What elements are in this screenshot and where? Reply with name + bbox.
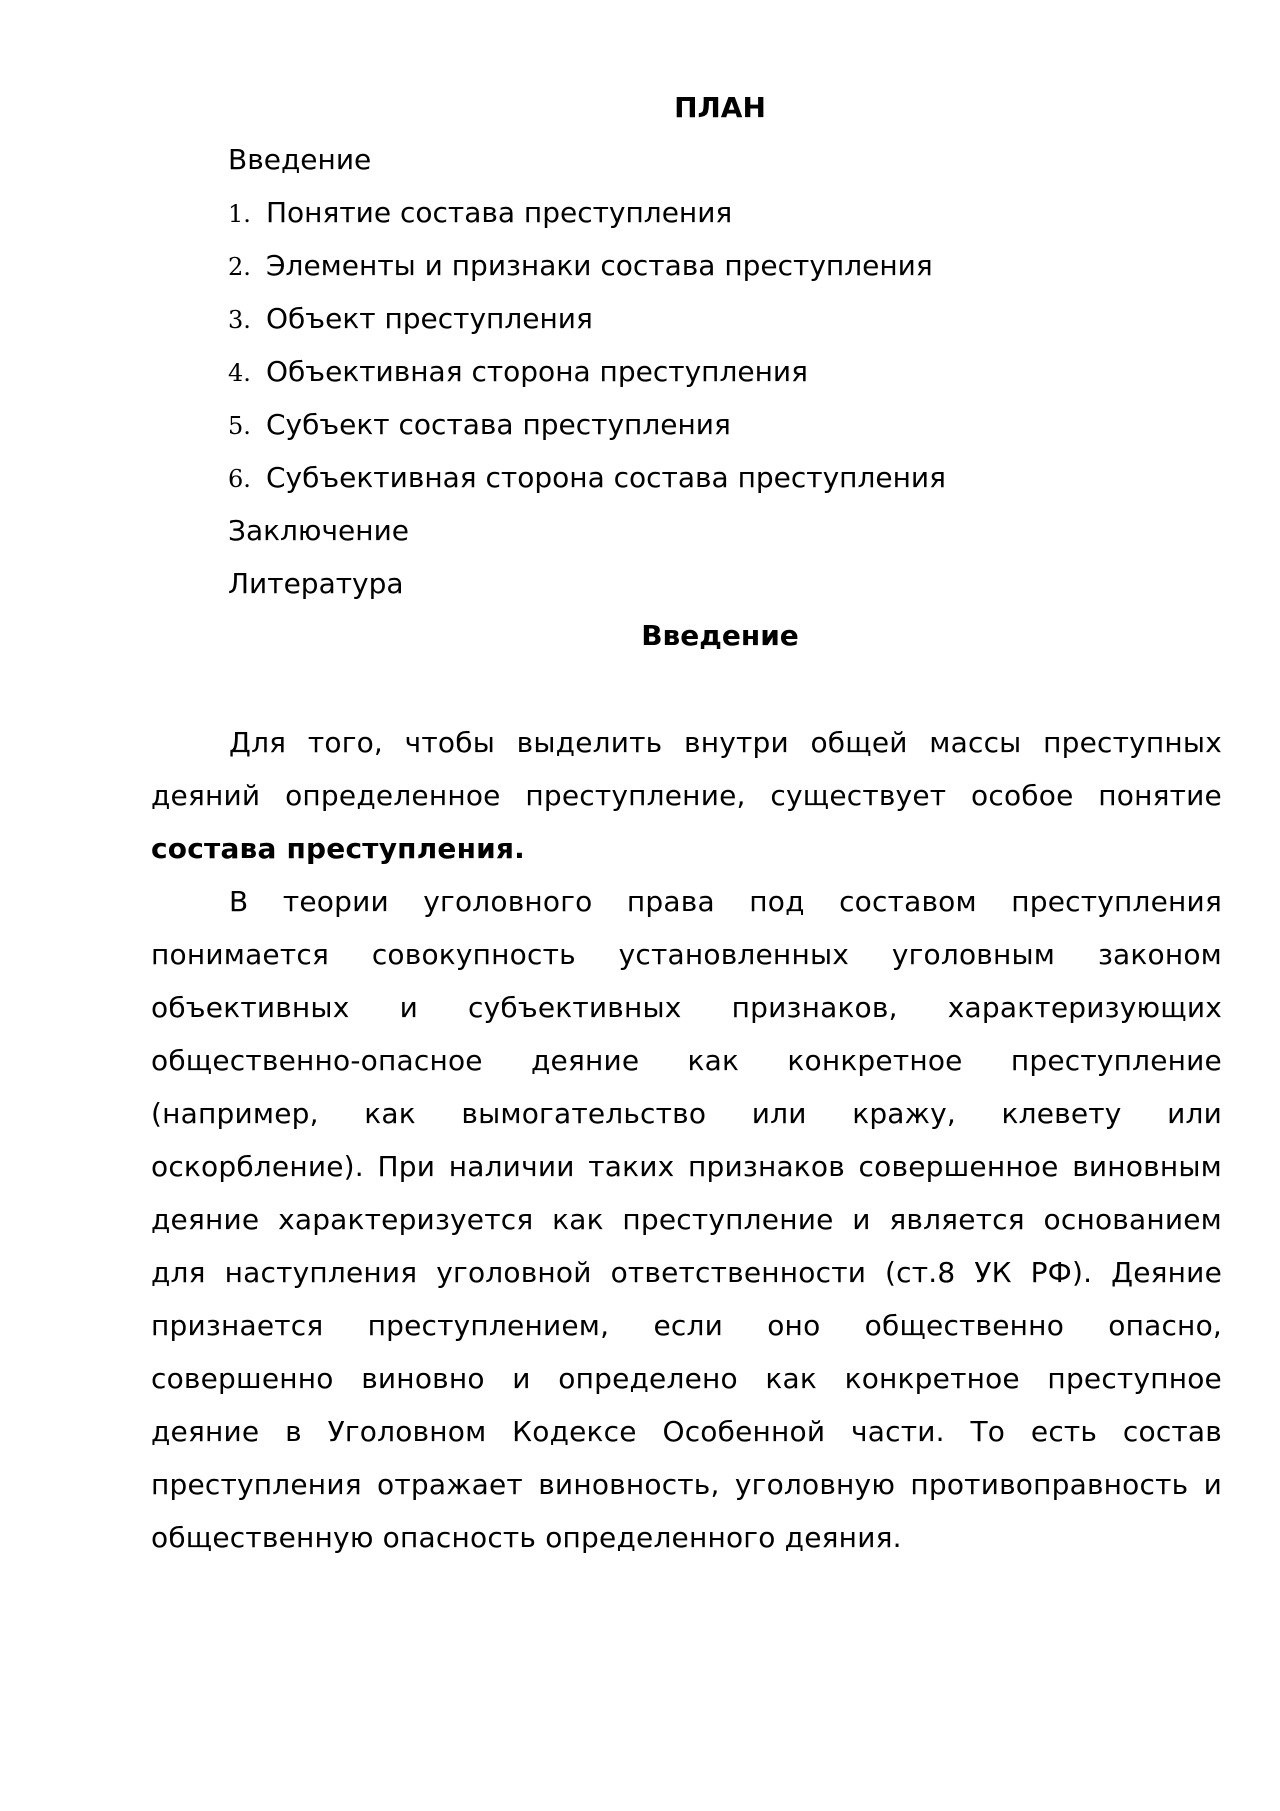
plan-item-label: Понятие состава преступления [266, 196, 733, 229]
intro-paragraph-1-text: Для того, чтобы выделить внутри общей массы преступных деяний определенное преступление, существует особое понятие [151, 726, 1222, 812]
plan-item-number: 5. [228, 412, 251, 440]
plan-item-label: Объект преступления [266, 302, 593, 335]
plan-item-label: Элементы и признаки состава преступления [266, 249, 933, 282]
plan-conclusion-entry: Заключение [228, 514, 409, 547]
plan-item-label: Объективная сторона преступления [266, 355, 808, 388]
plan-item-label: Субъект состава преступления [266, 408, 731, 441]
plan-intro-entry: Введение [228, 143, 372, 176]
intro-paragraph-1 [151, 716, 1222, 875]
plan-item-number: 4. [228, 359, 251, 387]
plan-title: ПЛАН [674, 91, 766, 124]
plan-item-number: 1. [228, 200, 251, 228]
plan-item-number: 3. [228, 306, 251, 334]
plan-literature-entry: Литература [228, 567, 404, 600]
intro-heading: Введение [641, 619, 799, 652]
plan-item [228, 299, 593, 340]
plan-item-label: Субъективная сторона состава преступления [266, 461, 946, 494]
intro-paragraph-1-bold-term: состава преступления. [151, 832, 525, 865]
plan-item [228, 405, 731, 446]
plan-item [228, 246, 933, 287]
plan-item [228, 352, 808, 393]
plan-item-number: 2. [228, 253, 251, 281]
intro-body [151, 716, 1222, 1564]
plan-item [228, 193, 732, 234]
plan-item [228, 458, 946, 499]
intro-paragraph-2: В теории уголовного права под составом преступления понимается совокупность установленных уголовным законом объективных и субъективных признаков, характеризующих общественно-опасное деяние как конкретное преступление (например, как вымогательство или кражу, клевету или оскорбление). При наличии таких признаков совершенное виновным деяние характеризуется как преступление и является основанием для наступления уголовной ответственности (ст.8 УК РФ). Деяние признается преступлением, если оно общественно опасно, совершенно виновно и определено как конкретное преступное деяние в Уголовном Кодексе Особенной части. То есть состав преступления отражает виновность, уголовную противоправность и общественную опасность определенного деяния. [151, 885, 1222, 1554]
plan-item-number: 6. [228, 465, 251, 493]
